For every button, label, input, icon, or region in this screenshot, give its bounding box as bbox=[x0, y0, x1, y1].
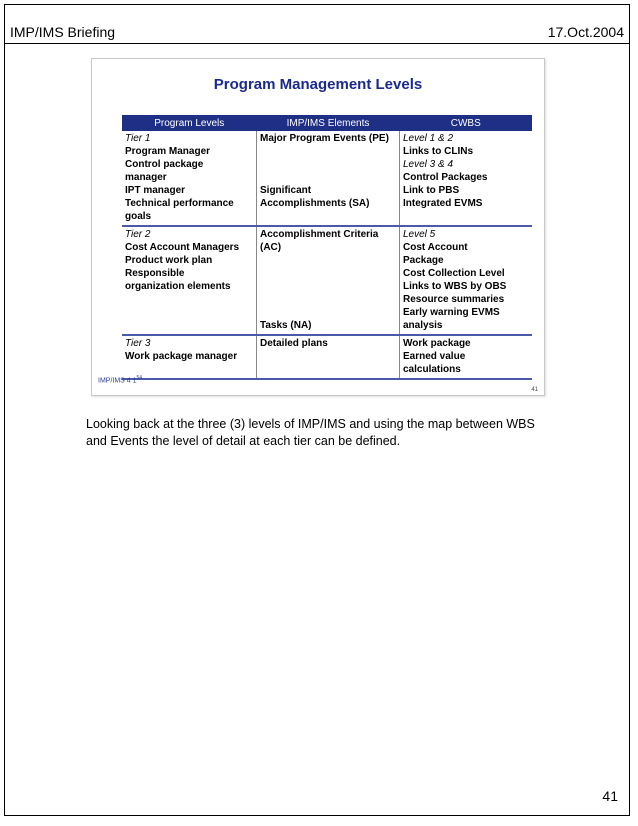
cell-line: Product work plan bbox=[125, 255, 213, 266]
cell-line bbox=[260, 306, 396, 319]
table-cell bbox=[400, 226, 533, 335]
table-cell bbox=[122, 131, 257, 226]
cell-line: Earned value bbox=[403, 351, 466, 362]
cell-line bbox=[260, 293, 396, 306]
column-header: Program Levels bbox=[122, 115, 257, 131]
column-header: CWBS bbox=[400, 115, 533, 131]
cell-line: Package bbox=[403, 255, 444, 266]
cell-line: Level 3 & 4 bbox=[403, 159, 454, 170]
table-cell bbox=[122, 335, 257, 379]
cell-line: Cost Account bbox=[403, 242, 468, 253]
cell-line: manager bbox=[125, 172, 167, 183]
table-cell bbox=[400, 131, 533, 226]
slide-thumbnail bbox=[91, 58, 545, 396]
column-header: IMP/IMS Elements bbox=[257, 115, 400, 131]
cell-line: analysis bbox=[403, 320, 443, 331]
cell-line: Early warning EVMS bbox=[403, 307, 500, 318]
cell-line: Detailed plans bbox=[260, 338, 328, 349]
slide-footer-text: IMP/IMS 4 1 bbox=[98, 377, 137, 385]
cell-line: Program Manager bbox=[125, 146, 211, 157]
cell-line: goals bbox=[125, 211, 152, 222]
cell-line: organization elements bbox=[125, 281, 231, 292]
header-date: 17.Oct.2004 bbox=[547, 24, 624, 40]
cell-line: Links to WBS by OBS bbox=[403, 281, 507, 292]
cell-line: (AC) bbox=[260, 242, 282, 253]
table-cell bbox=[257, 335, 400, 379]
table-cell bbox=[257, 131, 400, 226]
table-row bbox=[122, 226, 532, 335]
table-cell bbox=[122, 226, 257, 335]
table-cell bbox=[257, 226, 400, 335]
cell-line: Link to PBS bbox=[403, 185, 460, 196]
cell-line: Integrated EVMS bbox=[403, 198, 483, 209]
cell-line: Work package bbox=[403, 338, 471, 349]
header-divider bbox=[4, 43, 630, 44]
cell-line bbox=[260, 158, 396, 171]
body-paragraph: Looking back at the three (3) levels of IMP/IMS and using the map between WBS and Events the level of detail at each tier can be defined. bbox=[86, 417, 535, 448]
cell-line bbox=[260, 280, 396, 293]
cell-line: Major Program Events (PE) bbox=[260, 133, 389, 144]
slide-title: Program Management Levels bbox=[213, 76, 423, 93]
cell-line bbox=[260, 254, 396, 267]
cell-line: Level 5 bbox=[403, 229, 436, 240]
cell-line: Technical performance bbox=[125, 198, 234, 209]
cell-line: Control Packages bbox=[403, 172, 488, 183]
cell-line: Tier 3 bbox=[125, 338, 151, 349]
slide-footer-label bbox=[98, 375, 142, 384]
cell-line: Links to CLINs bbox=[403, 146, 474, 157]
cell-line: Control package bbox=[125, 159, 204, 170]
slide-footer-sup: 54 bbox=[136, 375, 143, 381]
cell-line: Cost Collection Level bbox=[403, 268, 505, 279]
cell-line bbox=[260, 171, 396, 184]
cell-line: Work package manager bbox=[125, 351, 238, 362]
cell-line: Cost Account Managers bbox=[125, 242, 240, 253]
cell-line bbox=[260, 267, 396, 280]
cell-line bbox=[260, 145, 396, 158]
cell-line: Tasks (NA) bbox=[260, 320, 312, 331]
cell-line: Accomplishment Criteria bbox=[260, 229, 379, 240]
cell-line: Resource summaries bbox=[403, 294, 505, 305]
cell-line: Significant bbox=[260, 185, 312, 196]
table-row bbox=[122, 131, 532, 226]
cell-line: calculations bbox=[403, 364, 461, 375]
table-cell bbox=[400, 335, 533, 379]
header-title: IMP/IMS Briefing bbox=[10, 24, 116, 40]
page-number: 41 bbox=[602, 788, 618, 804]
cell-line: Accomplishments (SA) bbox=[260, 198, 370, 209]
cell-line: Level 1 & 2 bbox=[403, 133, 454, 144]
table-row bbox=[122, 335, 532, 379]
cell-line: Tier 1 bbox=[125, 133, 151, 144]
cell-line: Responsible bbox=[125, 268, 185, 279]
cell-line: IPT manager bbox=[125, 185, 186, 196]
slide-number: 41 bbox=[531, 387, 538, 393]
cell-line: Tier 2 bbox=[125, 229, 151, 240]
table-header-row bbox=[122, 115, 532, 131]
levels-table bbox=[122, 115, 532, 380]
